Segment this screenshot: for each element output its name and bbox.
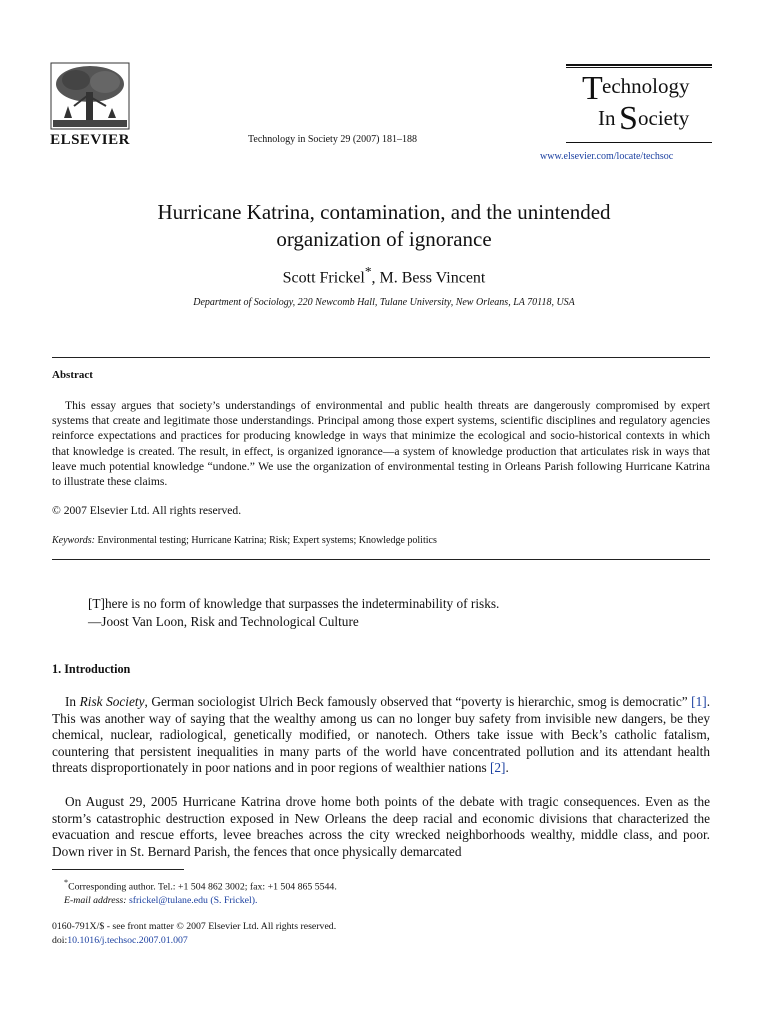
epigraph-attribution: —Joost Van Loon, Risk and Technological Culture (88, 614, 359, 629)
intro-paragraph-2: On August 29, 2005 Hurricane Katrina drove home both points of the debate with tragic consequences. Even as the storm’s catastrophic destruction exposed in New Orleans the deep racial and economic divisions that characterized the evacuation and rescue efforts, levee breaches across the city wrecked neighborhoods wealthy, middle class, and poor. Down river in St. Bernard Parish, the fences that once physically demarcated (52, 794, 710, 859)
epigraph (88, 595, 499, 631)
elsevier-logo (50, 62, 130, 146)
title-line-1: Hurricane Katrina, contamination, and the unintended (157, 200, 611, 224)
author-separator: , (371, 269, 380, 287)
abstract-bottom-rule (52, 559, 710, 560)
authors (60, 264, 708, 287)
section-heading-introduction: 1. Introduction (52, 662, 131, 676)
abstract-top-rule (52, 357, 710, 358)
email-label: E-mail address: (64, 895, 127, 907)
author-2: M. Bess Vincent (379, 269, 486, 287)
reference-link-2[interactable]: [2] (489, 760, 506, 776)
journal-url-link[interactable]: www.elsevier.com/locate/techsoc (540, 151, 674, 162)
issn-line: 0160-791X/$ - see front matter © 2007 Elsevier Ltd. All rights reserved. (52, 921, 337, 932)
footnote-rule (52, 869, 184, 870)
article-title (60, 199, 708, 253)
doi-label: doi: (52, 935, 68, 946)
intro-paragraph-1: In Risk Society, German sociologist Ulrich Beck famously observed that “poverty is hierarchic, smog is democratic” [1]. This was another way of saying that the wealthy among us can no longer buy safety from invisible new dangers, be they chemical, nuclear, radiological, genetically modified, or nanotech. Others take issue with Beck’s catholic fatalism, countering that persistent inequalities in many parts of the world have concentrated pollution and its attendant health threats disproportionately in poor nations and in poor regions of wealthier nations [2]. (52, 694, 711, 776)
email-note (52, 894, 337, 908)
front-matter (52, 920, 336, 948)
footnote-mark: * (64, 878, 69, 887)
title-line-2: organization of ignorance (276, 227, 492, 251)
journal-logo-word-2: ociety (638, 106, 690, 130)
elsevier-tree-icon (50, 62, 130, 130)
publisher-name: ELSEVIER (50, 132, 130, 148)
email-link[interactable]: sfrickel@tulane.edu (S. Frickel). (128, 895, 258, 907)
journal-logo-word-in: In (598, 106, 616, 130)
abstract-heading: Abstract (52, 369, 93, 381)
author-1: Scott Frickel (282, 269, 365, 287)
journal-logo (566, 64, 712, 144)
reference-link-1[interactable]: [1] (691, 694, 707, 709)
journal-citation: Technology in Society 29 (2007) 181–188 (248, 134, 417, 145)
abstract-text: This essay argues that society’s understandings of environmental and public health threats are dangerously compromised by expert systems that create and legitimate those understandings. Principal among those expert systems, scientific disciplines and regulatory agencies reinforce expectations and practices for producing knowledge in ways that minimize the ecological and socio-historical contexts in which that knowledge is created. The result, in effect, is organized ignorance—a system of knowledge production that articulates risk in ways that leave much potential knowledge “undone.” We use the organization of environmental testing in Orleans Parish following Hurricane Katrina to illustrate these claims. (52, 399, 710, 489)
affiliation: Department of Sociology, 220 Newcomb Hall, Tulane University, New Orleans, LA 70118, USA (193, 297, 575, 308)
keywords (52, 535, 437, 546)
keywords-label: Keywords: (52, 535, 95, 546)
doi-link[interactable]: 10.1016/j.techsoc.2007.01.007 (67, 935, 188, 946)
doi-line (52, 934, 336, 948)
book-title-risk-society: Risk Society (79, 694, 145, 709)
epigraph-quote: [T]here is no form of knowledge that surpasses the indeterminability of risks. (88, 596, 500, 611)
corresponding-author-note: *Corresponding author. Tel.: +1 504 862 3002; fax: +1 504 865 5544. (64, 878, 337, 893)
keywords-list: Environmental testing; Hurricane Katrina; Risk; Expert systems; Knowledge politics (97, 535, 437, 546)
abstract-copyright: © 2007 Elsevier Ltd. All rights reserved. (52, 504, 242, 517)
journal-logo-initial-t: T (582, 70, 603, 107)
journal-logo-word-1: echnology (602, 74, 690, 98)
footnotes (52, 876, 337, 908)
journal-logo-initial-s: S (619, 100, 638, 137)
corresponding-author-mark[interactable]: * (364, 264, 372, 279)
